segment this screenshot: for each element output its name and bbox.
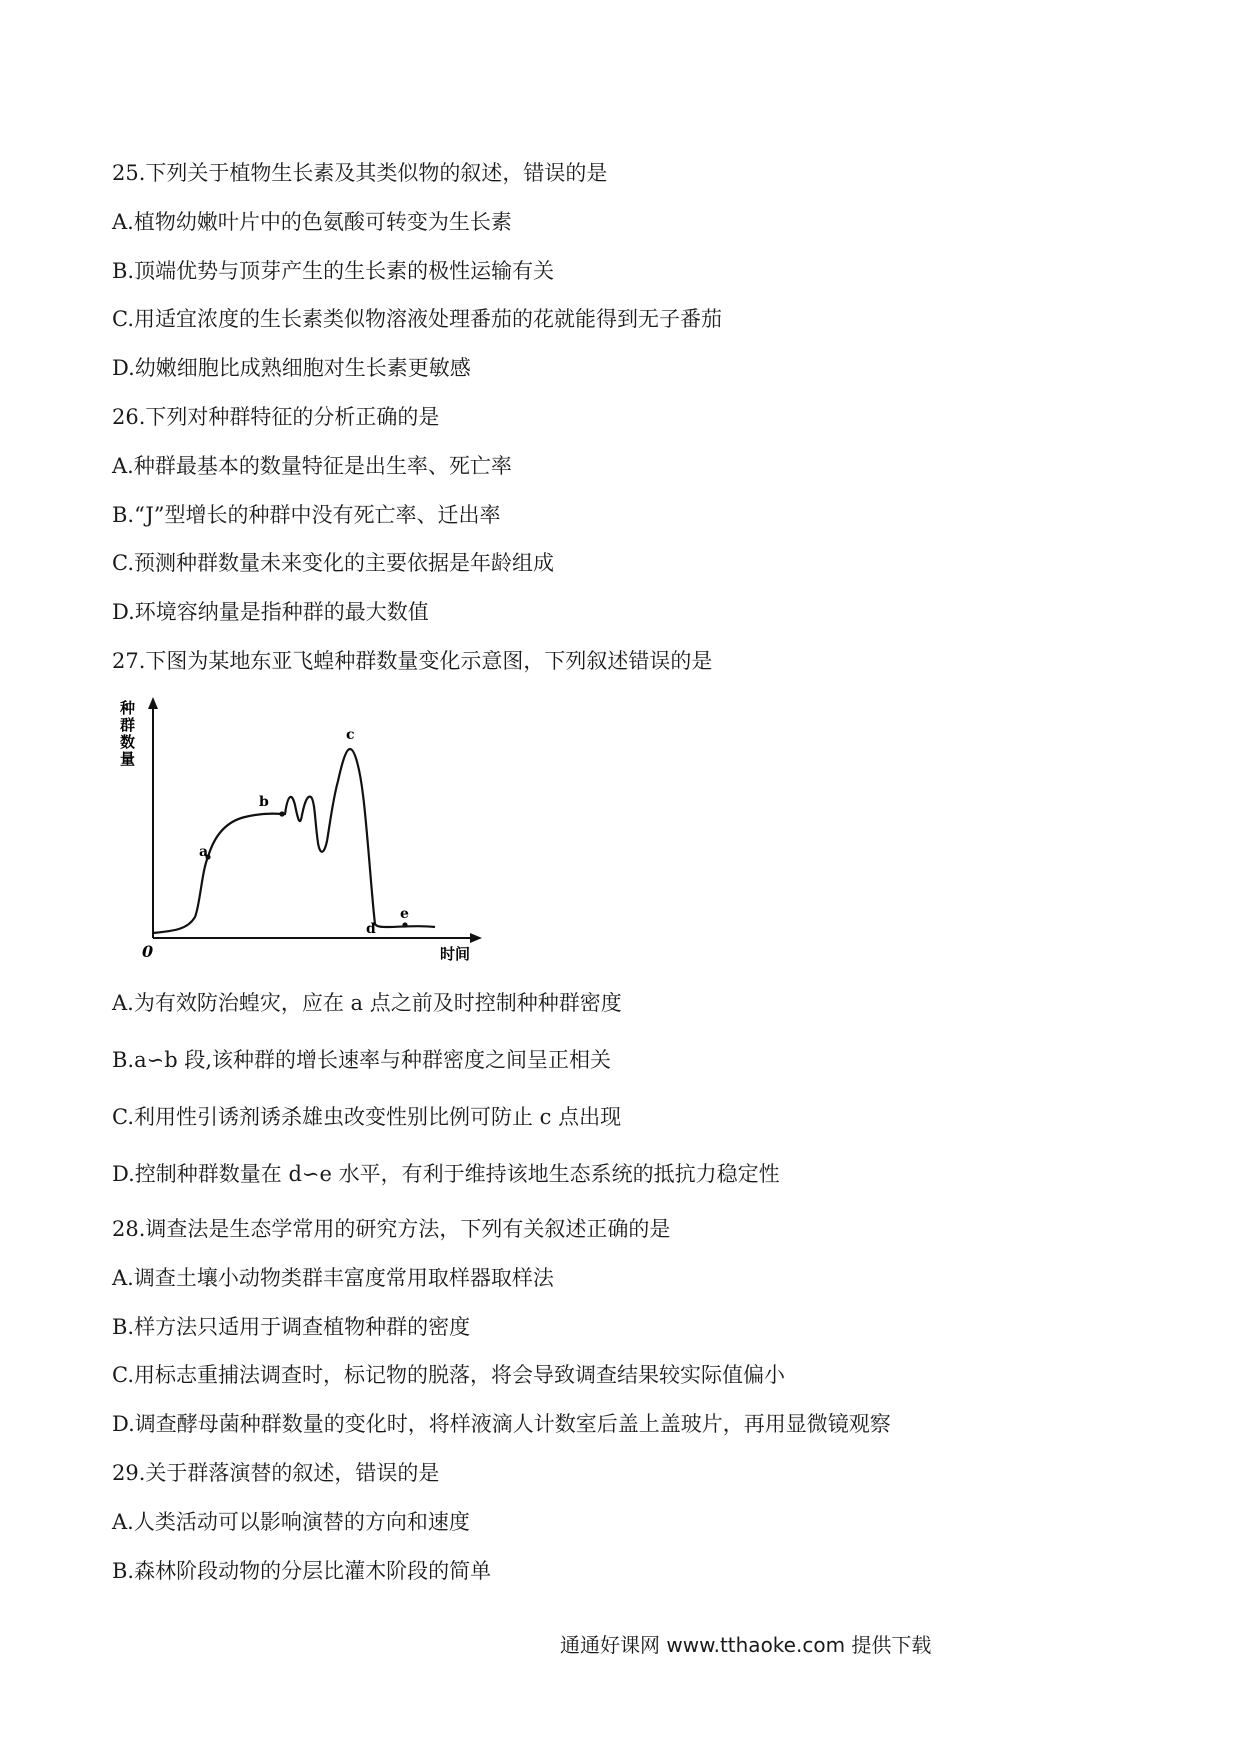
question-28-option-d: D.调查酵母菌种群数量的变化时，将样液滴人计数室后盖上盖玻片，再用显微镜观察: [112, 1412, 891, 1436]
question-26-option-d: D.环境容纳量是指种群的最大数值: [112, 600, 429, 624]
origin-label: 0: [142, 942, 154, 961]
question-25-stem: 25.下列关于植物生长素及其类似物的叙述，错误的是: [112, 161, 608, 185]
question-26-stem: 26.下列对种群特征的分析正确的是: [112, 405, 440, 429]
question-27-option-c: C.利用性引诱剂诱杀雄虫改变性别比例可防止 c 点出现: [112, 1105, 622, 1129]
question-27-option-d: D.控制种群数量在 d∽e 水平，有利于维持该地生态系统的抵抗力稳定性: [112, 1162, 780, 1186]
y-axis-label: 种 群 数 量: [120, 699, 136, 768]
question-25-option-c: C.用适宜浓度的生长素类似物溶液处理番茄的花就能得到无子番茄: [112, 307, 722, 331]
question-29-stem: 29.关于群落演替的叙述，错误的是: [112, 1461, 440, 1485]
x-axis-label: 时间: [440, 945, 471, 963]
footer-credit[interactable]: 通通好课网 www.tthaoke.com 提供下载: [560, 1633, 932, 1657]
question-29-option-b: B.森林阶段动物的分层比灌木阶段的简单: [112, 1559, 492, 1583]
question-25-option-b: B.顶端优势与顶芽产生的生长素的极性运输有关: [112, 259, 555, 283]
population-curve: [153, 749, 435, 933]
point-d-label: d: [366, 921, 376, 937]
point-a-label: a: [199, 844, 209, 860]
question-29-option-a: A.人类活动可以影响演替的方向和速度: [112, 1510, 470, 1534]
y-axis-arrow: [148, 697, 158, 709]
question-26-option-c: C.预测种群数量未来变化的主要依据是年龄组成: [112, 551, 554, 575]
question-28-option-a: A.调查土壤小动物类群丰富度常用取样器取样法: [112, 1266, 554, 1290]
question-26-option-a: A.种群最基本的数量特征是出生率、死亡率: [112, 454, 512, 478]
question-27-option-a: A.为有效防治蝗灾，应在 a 点之前及时控制种种群密度: [112, 991, 622, 1015]
x-axis-arrow: [470, 933, 482, 943]
point-e-dot: [402, 922, 407, 927]
question-26-option-b: B.“J”型增长的种群中没有死亡率、迁出率: [112, 503, 501, 527]
question-25-option-a: A.植物幼嫩叶片中的色氨酸可转变为生长素: [112, 210, 512, 234]
question-27-option-b: B.a∽b 段,该种群的增长速率与种群密度之间呈正相关: [112, 1048, 612, 1072]
question-28-option-c: C.用标志重捕法调查时，标记物的脱落，将会导致调查结果较实际值偏小: [112, 1363, 785, 1387]
point-b-label: b: [259, 794, 269, 810]
question-28-stem: 28.调查法是生态学常用的研究方法，下列有关叙述正确的是: [112, 1217, 671, 1241]
question-25-option-d: D.幼嫩细胞比成熟细胞对生长素更敏感: [112, 356, 471, 380]
point-e-label: e: [400, 906, 409, 922]
population-curve-figure: [120, 695, 490, 965]
point-c-label: c: [346, 727, 355, 743]
question-28-option-b: B.样方法只适用于调查植物种群的密度: [112, 1315, 471, 1339]
point-b-dot: [279, 811, 284, 816]
question-27-stem: 27.下图为某地东亚飞蝗种群数量变化示意图，下列叙述错误的是: [112, 649, 713, 673]
